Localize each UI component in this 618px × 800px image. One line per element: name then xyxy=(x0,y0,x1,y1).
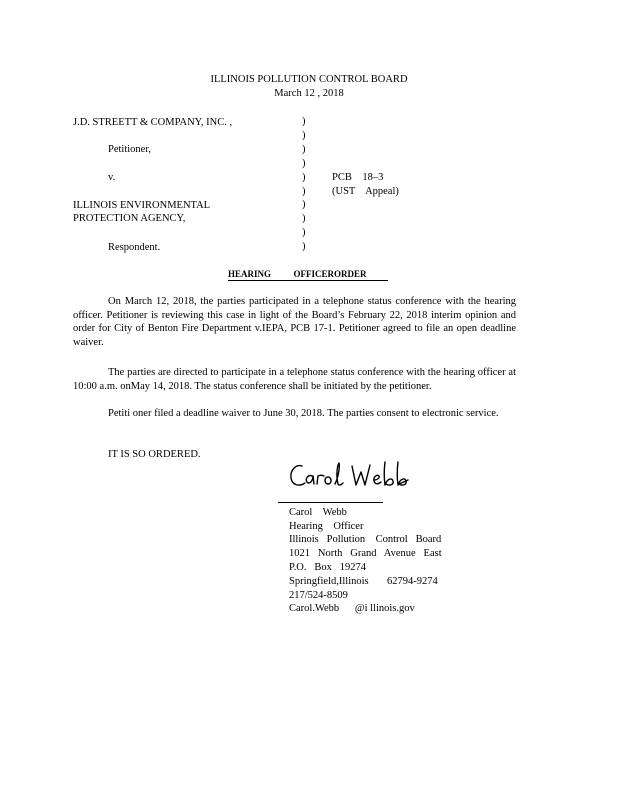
paren: ) xyxy=(302,171,306,183)
caption-parentheses xyxy=(302,115,306,254)
paren: ) xyxy=(302,241,306,253)
signature-line xyxy=(278,502,383,503)
paren: ) xyxy=(302,143,306,155)
petitioner-name: J.D. STREETT & COMPANY, INC. , xyxy=(73,117,233,128)
signer-street: 1021 North Grand Avenue East xyxy=(289,548,442,559)
paragraph-waiver-text: Petiti oner filed a deadline waiver to June 30, 2018. The parties consent to electronic service. xyxy=(108,408,499,419)
paragraph-directive xyxy=(73,366,516,393)
so-ordered: IT IS SO ORDERED. xyxy=(108,449,201,460)
paragraph-status xyxy=(73,295,516,349)
paren: ) xyxy=(302,199,306,211)
signer-pobox: P.O. Box 19274 xyxy=(289,562,367,573)
paren: ) xyxy=(302,116,306,127)
handwritten-signature xyxy=(288,458,413,496)
case-number: PCB 18–3 xyxy=(332,172,384,183)
signer-org: Illinois Pollution Control Board xyxy=(289,534,442,545)
versus-label: v. xyxy=(108,172,116,183)
order-date: March 12 , 2018 xyxy=(274,88,344,99)
signer-phone: 217/524-8509 xyxy=(289,590,348,601)
signer-title: Hearing Officer xyxy=(289,521,364,532)
case-type: (UST Appeal) xyxy=(332,186,399,197)
paragraph-status-text: On March 12, 2018, the parties participated in a telephone status conference with the hearing officer. Petitioner is reviewing this case in light of the Board’s February 22, 2018 interim opinion and order for City of Benton Fire Department v.IEPA, PCB 17-1. Petitioner agreed to file an open deadline waiver. xyxy=(73,296,516,348)
board-name: ILLINOIS POLLUTION CONTROL BOARD xyxy=(210,74,408,85)
paragraph-directive-text: The parties are directed to participate in a telephone status conference with the hearing officer at 10:00 a.m. onMay 14, 2018. The status conference shall be initiated by the petitioner. xyxy=(73,367,516,392)
respondent-name-line2: PROTECTION AGENCY, xyxy=(73,213,186,224)
paren: ) xyxy=(302,157,306,169)
order-title-underline xyxy=(228,280,388,281)
respondent-role: Respondent. xyxy=(108,242,161,253)
signer-city: Springfield,Illinois 62794-9274 xyxy=(289,576,438,587)
paren: ) xyxy=(302,185,306,197)
paren: ) xyxy=(302,227,306,239)
signer-name: Carol Webb xyxy=(289,507,347,518)
paren: ) xyxy=(302,129,306,141)
respondent-name-line1: ILLINOIS ENVIRONMENTAL xyxy=(73,200,211,211)
order-title: HEARING OFFICERORDER xyxy=(228,269,367,279)
paragraph-waiver xyxy=(73,407,516,421)
signer-email[interactable]: Carol.Webb @i llinois.gov xyxy=(289,603,415,614)
paren: ) xyxy=(302,213,306,225)
petitioner-role: Petitioner, xyxy=(108,144,152,155)
